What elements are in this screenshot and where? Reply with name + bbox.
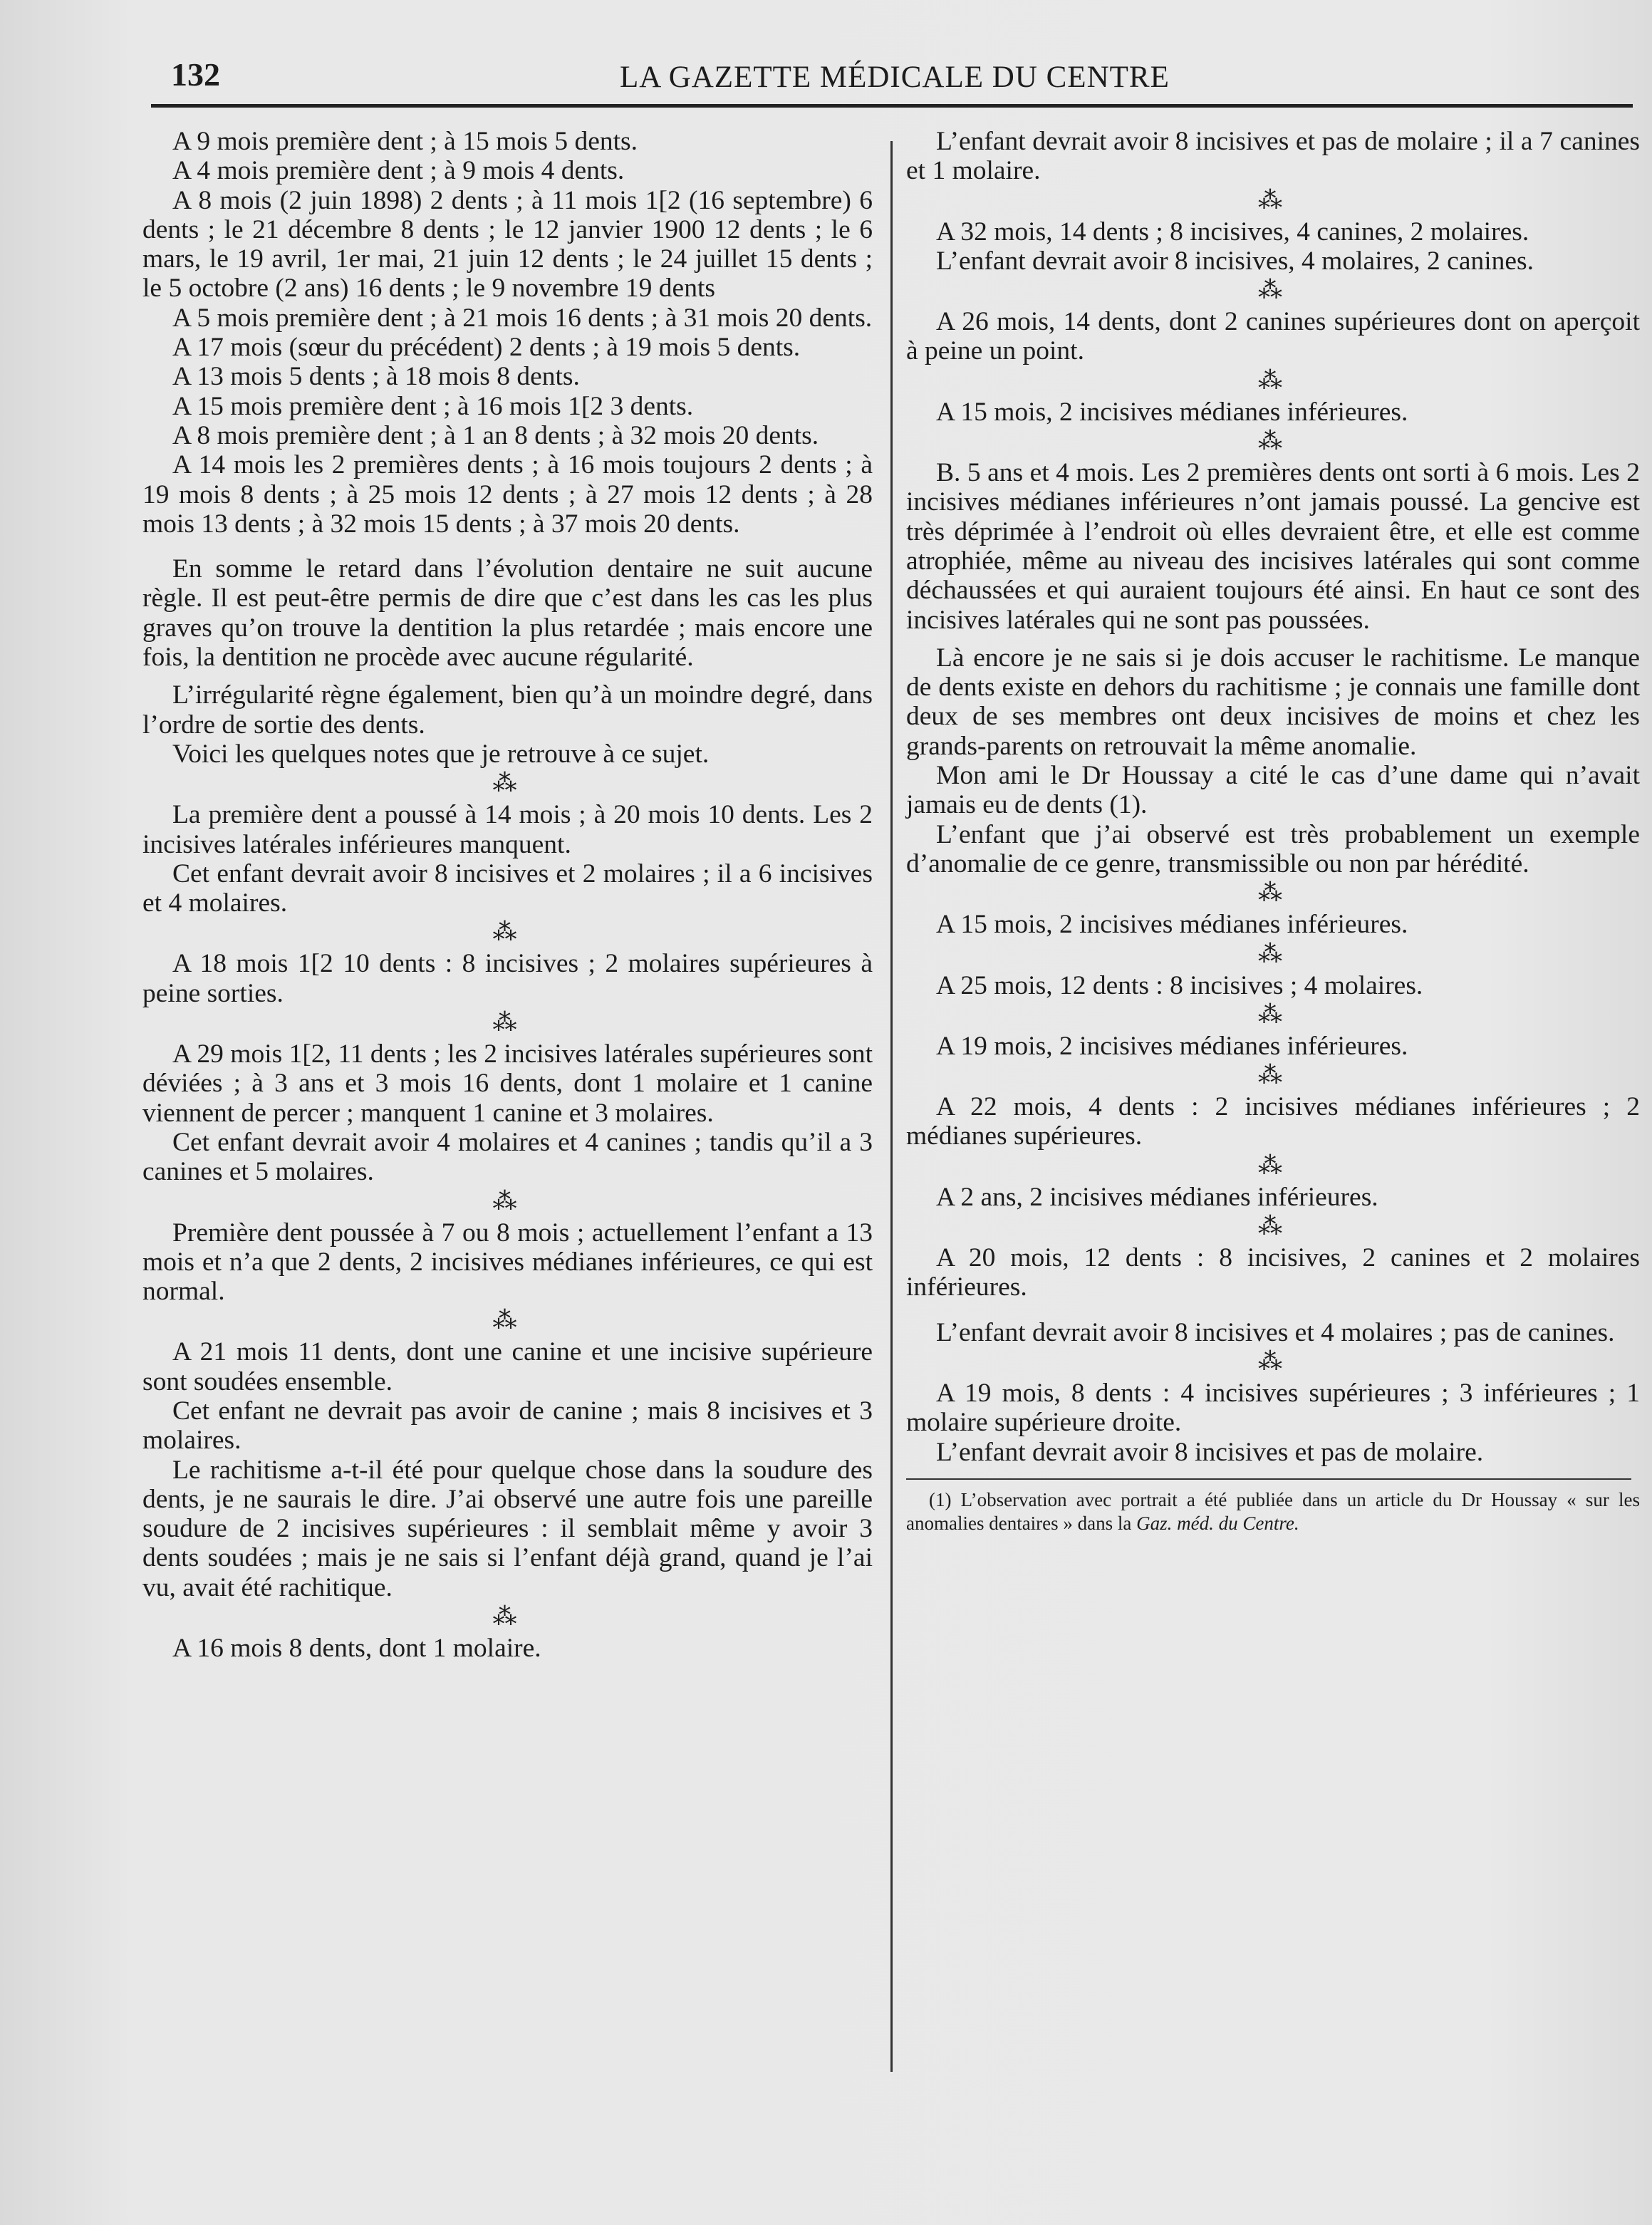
section-separator: ⁂ [1258, 1213, 1288, 1240]
section-separator: ⁂ [1258, 1062, 1288, 1089]
footnote-text: (1) L’observation avec portrait a été publiée dans un article du Dr Houssay « sur les anomalies dentaires » dans la [906, 1488, 1640, 1534]
header-rule [151, 104, 1633, 108]
paragraph: A 8 mois (2 juin 1898) 2 dents ; à 11 mois 1[2 (16 septembre) 6 dents ; le 21 décembre 8 dents ; le 12 janvier 1900 12 dents ; le 6 mars, le 19 avril, 1er mai, 21 juin 12 dents ; le 24 juillet 15 dents ; le 5 octobre (2 ans) 16 dents ; le 9 novembre 19 dents [142, 185, 873, 304]
paragraph: A 22 mois, 4 dents : 2 incisives médianes inférieures ; 2 médianes supérieures. [906, 1092, 1640, 1151]
paragraph: Le rachitisme a-t-il été pour quelque chose dans la soudure des dents, je ne saurais le dire. J’ai observé une autre fois une pareille soudure de 2 incisives supérieures : il semblait même y avoir 3 dents soudées ; mais je ne sais si l’enfant déjà grand, quand je l’ai vu, avait été rachitique. [142, 1455, 873, 1602]
paragraph: A 32 mois, 14 dents ; 8 incisives, 4 canines, 2 molaires. [936, 217, 1529, 247]
paragraph: L’enfant devrait avoir 8 incisives et pas de molaire. [936, 1437, 1484, 1467]
paragraph: Première dent poussée à 7 ou 8 mois ; actuellement l’enfant a 13 mois et n’a que 2 dents, 2 incisives médianes inférieures, ce qui est normal. [142, 1218, 873, 1307]
column-divider [890, 141, 893, 2072]
paragraph: En somme le retard dans l’évolution dentaire ne suit aucune règle. Il est peut-être permis de dire que c’est dans les cas les plus graves qu’on trouve la dentition la plus retardée ; mais encore une fois, la dentition ne procède avec aucune régularité. [142, 554, 873, 673]
paragraph: Voici les quelques notes que je retrouve à ce sujet. [172, 739, 710, 769]
section-separator: ⁂ [492, 1010, 523, 1037]
section-separator: ⁂ [1258, 367, 1288, 394]
paragraph: A 17 mois (sœur du précédent) 2 dents ; à 19 mois 5 dents. [172, 333, 801, 363]
section-separator: ⁂ [1258, 1001, 1288, 1028]
section-separator: ⁂ [1258, 428, 1288, 455]
paragraph: A 14 mois les 2 premières dents ; à 16 mois toujours 2 dents ; à 19 mois 8 dents ; à 25 mois 12 dents ; à 27 mois 12 dents ; à 28 mois 13 dents ; à 32 mois 15 dents ; à 37 mois 20 dents. [142, 450, 873, 539]
paragraph: Cet enfant devrait avoir 4 molaires et 4 canines ; tandis qu’il a 3 canines et 5 molaires. [142, 1127, 873, 1187]
section-separator: ⁂ [1258, 187, 1288, 214]
paragraph: A 2 ans, 2 incisives médianes inférieures. [936, 1182, 1378, 1212]
paragraph: Mon ami le Dr Houssay a cité le cas d’une dame qui n’avait jamais eu de dents (1). [906, 761, 1640, 820]
right-column-body [906, 127, 1640, 1467]
paragraph: A 8 mois première dent ; à 1 an 8 dents ; à 32 mois 20 dents. [172, 420, 819, 450]
paragraph: A 15 mois, 2 incisives médianes inférieures. [936, 397, 1408, 427]
running-title: LA GAZETTE MÉDICALE DU CENTRE [620, 61, 1170, 94]
paragraph: L’enfant que j’ai observé est très probablement un exemple d’anomalie de ce genre, transmissible ou non par hérédité. [906, 819, 1640, 878]
paragraph: A 15 mois, 2 incisives médianes inférieures. [936, 910, 1408, 940]
footnote [906, 1488, 1640, 1535]
paragraph: A 21 mois 11 dents, dont une canine et une incisive supérieure sont soudées ensemble. [142, 1337, 873, 1396]
page-number: 132 [171, 56, 220, 93]
paragraph: A 25 mois, 12 dents : 8 incisives ; 4 molaires. [936, 970, 1423, 1000]
section-separator: ⁂ [1258, 940, 1288, 968]
paragraph: A 13 mois 5 dents ; à 18 mois 8 dents. [172, 362, 580, 392]
paragraph: Là encore je ne sais si je dois accuser le rachitisme. Le manque de dents existe en dehors du rachitisme ; je connais une famille dont deux de ses membres ont deux incisives de moins et chez les grands-parents on retrouvait la même anomalie. [906, 643, 1640, 761]
paragraph: A 18 mois 1[2 10 dents : 8 incisives ; 2 molaires supérieures à peine sorties. [142, 949, 873, 1008]
footnote-rule [906, 1478, 1631, 1480]
paragraph: A 5 mois première dent ; à 21 mois 16 dents ; à 31 mois 20 dents. [172, 303, 873, 333]
paragraph: A 15 mois première dent ; à 16 mois 1[2 3 dents. [172, 391, 694, 421]
section-separator: ⁂ [1258, 277, 1288, 304]
paragraph: La première dent a poussé à 14 mois ; à 20 mois 10 dents. Les 2 incisives latérales inférieures manquent. [142, 800, 873, 859]
paragraph: A 29 mois 1[2, 11 dents ; les 2 incisives latérales supérieures sont déviées ; à 3 ans et 3 mois 16 dents, dont 1 molaire et 1 canine viennent de percer ; manquent 1 canine et 3 molaires. [142, 1039, 873, 1128]
footnote-journal: Gaz. méd. du Centre. [1136, 1512, 1299, 1534]
section-separator: ⁂ [1258, 1348, 1288, 1375]
right-column [906, 127, 1640, 1535]
paragraph: L’enfant devrait avoir 8 incisives et pas de molaire ; il a 7 canines et 1 molaire. [906, 127, 1640, 186]
page-header [171, 56, 1631, 98]
section-separator: ⁂ [1258, 1152, 1288, 1179]
paragraph: L’enfant devrait avoir 8 incisives, 4 molaires, 2 canines. [936, 246, 1534, 276]
paragraph: A 26 mois, 14 dents, dont 2 canines supérieures dont on aperçoit à peine un point. [906, 307, 1640, 366]
paragraph: B. 5 ans et 4 mois. Les 2 premières dents ont sorti à 6 mois. Les 2 incisives médianes inférieures n’ont jamais poussé. La gencive est très déprimée à l’endroit où elles devraient être, et elle est comme atrophiée, même au niveau des incisives latérales qui sont comme déchaussées et qui auraient toujours été ainsi. En haut ce sont des incisives latérales qui ne sont pas poussées. [906, 458, 1640, 635]
paragraph: Cet enfant ne devrait pas avoir de canine ; mais 8 incisives et 3 molaires. [142, 1396, 873, 1456]
section-separator: ⁂ [492, 1604, 523, 1631]
paragraph: A 19 mois, 2 incisives médianes inférieures. [936, 1031, 1408, 1061]
paragraph: Cet enfant devrait avoir 8 incisives et 2 molaires ; il a 6 incisives et 4 molaires. [142, 859, 873, 918]
section-separator: ⁂ [492, 919, 523, 946]
section-separator: ⁂ [492, 770, 523, 797]
paragraph: A 4 mois première dent ; à 9 mois 4 dents. [172, 156, 625, 186]
left-column [142, 127, 873, 1663]
paragraph: A 19 mois, 8 dents : 4 incisives supérieures ; 3 inférieures ; 1 molaire supérieure droite. [906, 1378, 1640, 1438]
paragraph: A 16 mois 8 dents, dont 1 molaire. [172, 1634, 541, 1664]
paragraph: L’enfant devrait avoir 8 incisives et 4 molaires ; pas de canines. [936, 1317, 1615, 1347]
paragraph: A 9 mois première dent ; à 15 mois 5 dents. [172, 127, 638, 156]
section-separator: ⁂ [1258, 880, 1288, 907]
section-separator: ⁂ [492, 1188, 523, 1215]
section-separator: ⁂ [492, 1307, 523, 1334]
paragraph: A 20 mois, 12 dents : 8 incisives, 2 canines et 2 molaires inférieures. [906, 1243, 1640, 1302]
paragraph: L’irrégularité règne également, bien qu’à un moindre degré, dans l’ordre de sortie des dents. [142, 680, 873, 740]
